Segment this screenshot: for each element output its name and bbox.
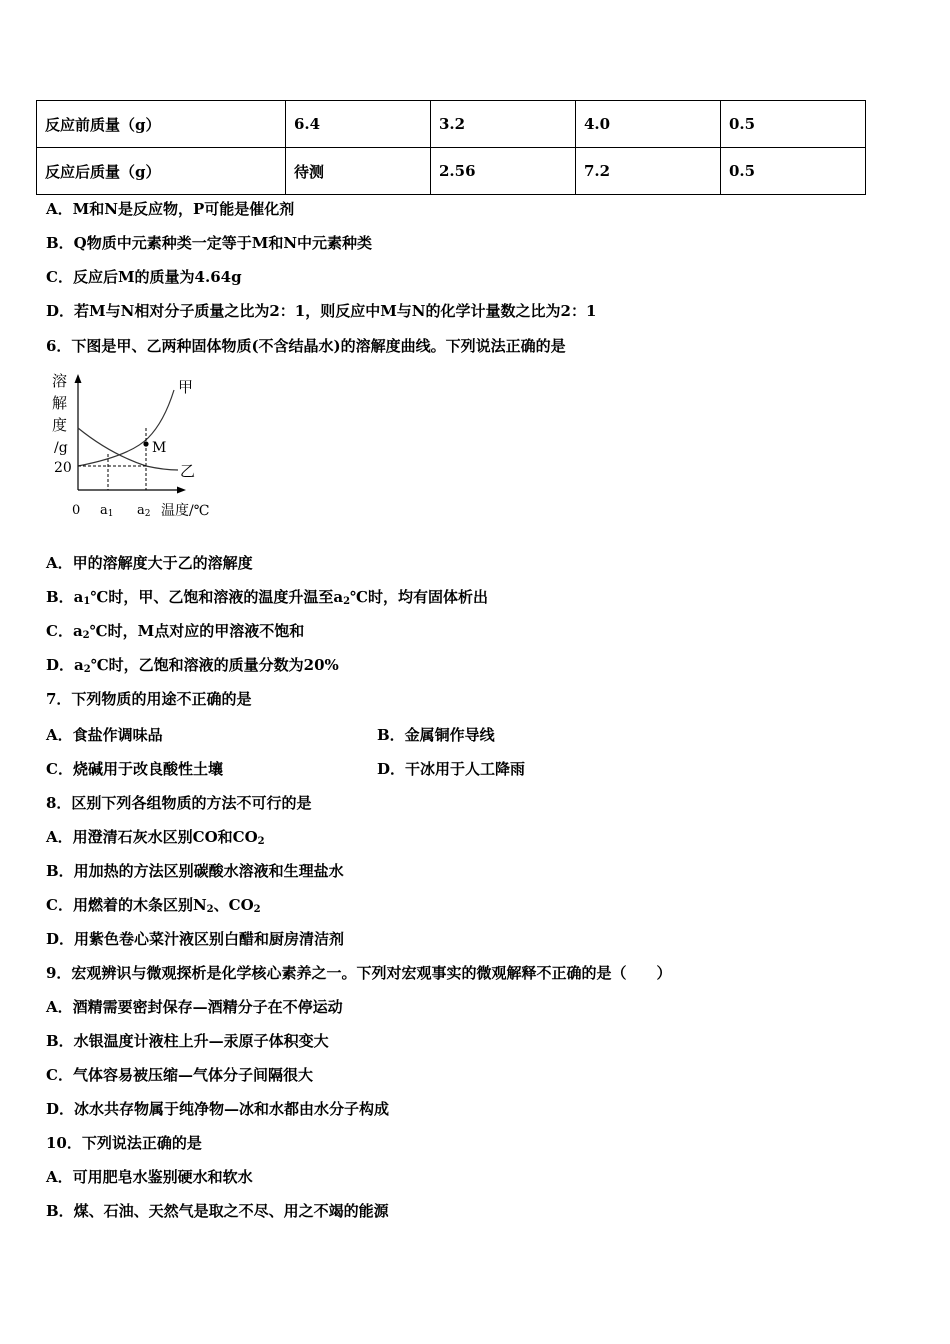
y-label-char: 解	[52, 394, 68, 412]
q7-option-a: A．食盐作调味品	[46, 726, 163, 744]
point-m	[143, 441, 148, 446]
q8-stem: 8．区别下列各组物质的方法不可行的是	[46, 794, 312, 812]
q10-option-a: A．可用肥皂水鉴别硬水和软水	[46, 1168, 253, 1186]
table-cell: 0.5	[721, 101, 866, 148]
table-cell: 6.4	[286, 101, 431, 148]
curve-jia-label: 甲	[178, 378, 194, 396]
y-axis-arrow	[75, 374, 82, 383]
q6-stem: 6．下图是甲、乙两种固体物质(不含结晶水)的溶解度曲线。下列说法正确的是	[46, 337, 566, 355]
q7-stem: 7．下列物质的用途不正确的是	[46, 690, 252, 708]
table-cell: 7.2	[576, 148, 721, 195]
q5-option-a: A．M和N是反应物，P可能是催化剂	[46, 200, 295, 218]
q7-option-c: C．烧碱用于改良酸性土壤	[46, 760, 223, 778]
point-m-label: M	[152, 440, 167, 456]
table-cell: 待测	[286, 148, 431, 195]
x-tick-a2: a2	[137, 503, 151, 519]
q7-option-b: B．金属铜作导线	[377, 726, 495, 744]
x-tick-a1: a1	[100, 503, 114, 519]
q8-option-c: C．用燃着的木条区别$N_2$、$CO_2$	[46, 896, 261, 915]
table-cell: 0.5	[721, 148, 866, 195]
table-cell: 4.0	[576, 101, 721, 148]
reaction-mass-table	[36, 100, 866, 195]
q6-option-d: D．$a_2℃$时，乙饱和溶液的质量分数为20%	[46, 656, 339, 675]
table-cell: 反应前质量（g）	[37, 101, 286, 148]
q9-option-d: D．冰水共存物属于纯净物—冰和水都由水分子构成	[46, 1100, 390, 1118]
y-label-char: /g	[54, 440, 68, 456]
y-tick-label: 20	[54, 460, 72, 476]
solubility-curve-graph	[40, 366, 230, 526]
table-cell: 反应后质量（g）	[37, 148, 286, 195]
q7-option-d: D．干冰用于人工降雨	[377, 760, 526, 778]
x-axis-label: 温度/℃	[161, 503, 210, 519]
q9-stem: 9．宏观辨识与微观探析是化学核心素养之一。下列对宏观事实的微观解释不正确的是（ ）	[46, 964, 672, 982]
q5-option-b: B．Q物质中元素种类一定等于M和N中元素种类	[46, 234, 373, 252]
table-cell: 2.56	[431, 148, 576, 195]
y-label-char: 度	[52, 416, 68, 434]
origin-label: 0	[72, 503, 81, 518]
q9-option-c: C．气体容易被压缩—气体分子间隔很大	[46, 1066, 313, 1084]
q9-option-b: B．水银温度计液柱上升—汞原子体积变大	[46, 1032, 329, 1050]
x-axis-arrow	[177, 487, 186, 494]
q9-option-a: A．酒精需要密封保存—酒精分子在不停运动	[46, 998, 343, 1016]
q8-option-b: B．用加热的方法区别碳酸水溶液和生理盐水	[46, 862, 344, 880]
table-row	[37, 148, 866, 195]
q6-option-a: A．甲的溶解度大于乙的溶解度	[46, 554, 253, 572]
q8-option-a: A．用澄清石灰水区别CO和$CO_2$	[46, 828, 265, 847]
q5-option-c: C．反应后M的质量为4.64g	[46, 268, 242, 286]
y-label-char: 溶	[52, 372, 68, 390]
curve-yi-label: 乙	[180, 462, 196, 480]
q8-option-d: D．用紫色卷心菜汁液区别白醋和厨房清洁剂	[46, 930, 345, 948]
q10-option-b: B．煤、石油、天然气是取之不尽、用之不竭的能源	[46, 1202, 389, 1220]
q5-option-d: D．若M与N相对分子质量之比为2：1，则反应中M与N的化学计量数之比为2：1	[46, 302, 597, 320]
table-cell: 3.2	[431, 101, 576, 148]
q6-option-c: C．$a_2℃$时，M点对应的甲溶液不饱和	[46, 622, 305, 641]
table-row	[37, 101, 866, 148]
q6-option-b: B．$a_1℃$时，甲、乙饱和溶液的温度升温至$a_2℃$时，均有固体析出	[46, 588, 489, 607]
q10-stem: 10．下列说法正确的是	[46, 1134, 202, 1152]
